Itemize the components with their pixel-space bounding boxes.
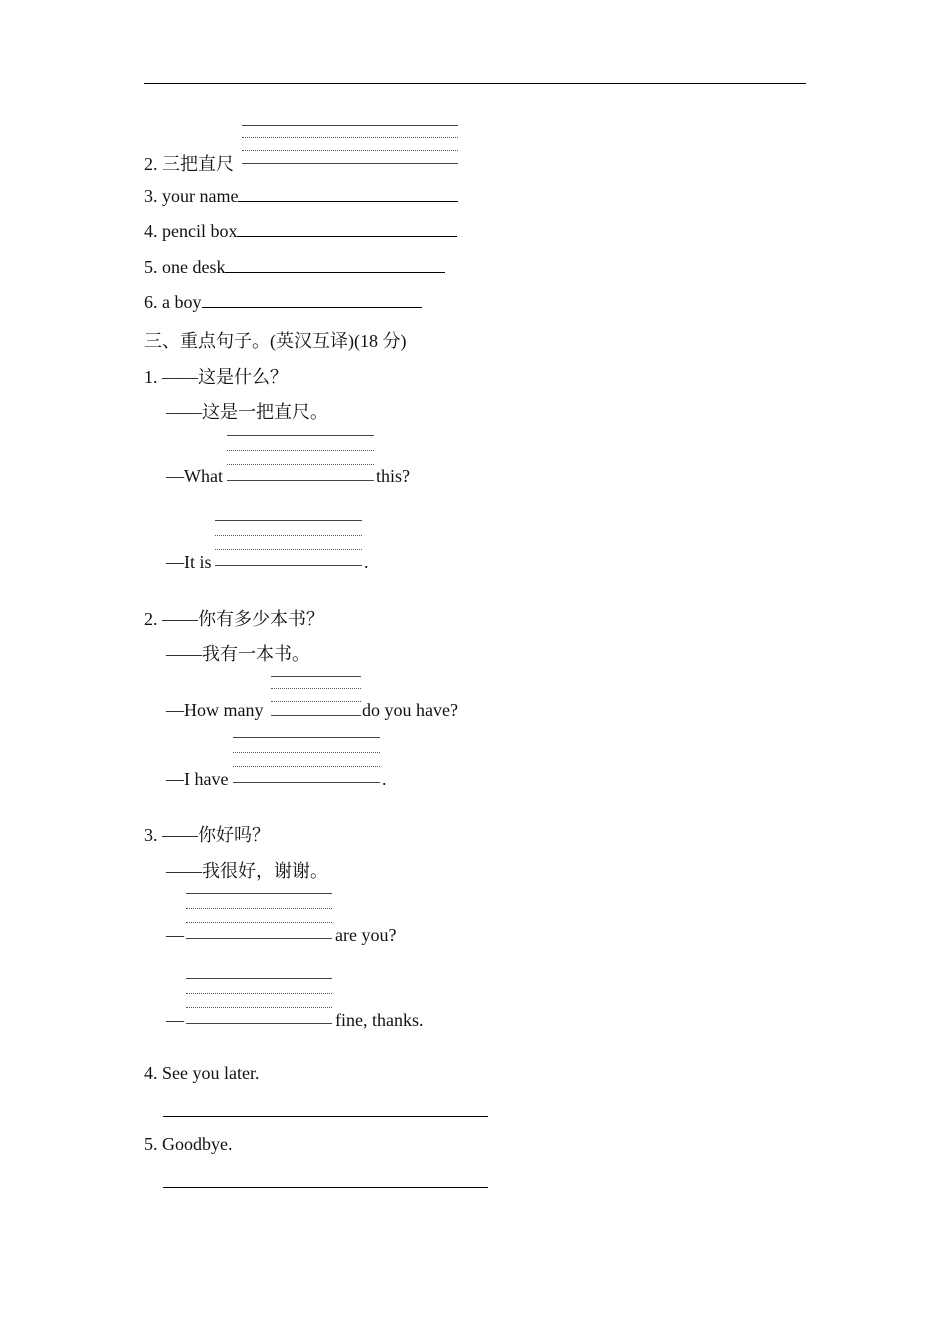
q2-line2-after: .	[382, 769, 387, 789]
item-label: 4. pencil box	[144, 221, 238, 241]
q3-reply: ——我很好，谢谢。	[166, 861, 328, 881]
q1-reply: ——这是一把直尺。	[166, 402, 328, 422]
item-5	[144, 257, 445, 278]
writing-lines[interactable]	[227, 435, 374, 481]
q1-line2-after: .	[364, 552, 369, 572]
item-3	[144, 186, 458, 207]
q2-reply: ——我有一本书。	[166, 644, 310, 664]
item-4	[144, 221, 457, 242]
q2-line1-after: do you have?	[362, 700, 458, 720]
q3-line1-before: —	[166, 925, 184, 945]
q3-line2-before: —	[166, 1010, 184, 1030]
q3-line2-after: fine, thanks.	[335, 1010, 424, 1030]
q1-line1-before: —What	[166, 466, 223, 486]
q3-line1-after: are you?	[335, 925, 397, 945]
answer-blank[interactable]	[202, 307, 422, 308]
q3-prompt: 3. ——你好吗？	[144, 825, 270, 845]
q2-line2-before: —I have	[166, 769, 229, 789]
writing-lines[interactable]	[215, 520, 362, 566]
writing-lines[interactable]	[271, 676, 361, 716]
answer-blank[interactable]	[225, 272, 445, 273]
q1-prompt: 1. ——这是什么？	[144, 367, 288, 387]
answer-blank[interactable]	[238, 201, 458, 202]
section-heading: 三、重点句子。(英汉互译)(18 分)	[144, 331, 407, 351]
item-label: 5. one desk	[144, 257, 226, 277]
answer-blank[interactable]	[237, 236, 457, 237]
writing-lines	[242, 125, 458, 165]
q1-line1-after: this?	[376, 466, 410, 486]
q4-answer-line[interactable]	[163, 1116, 488, 1117]
writing-lines[interactable]	[186, 893, 332, 939]
q5-answer-line[interactable]	[163, 1187, 488, 1188]
item-label: 3. your name	[144, 186, 239, 206]
q4-prompt: 4. See you later.	[144, 1063, 260, 1083]
item-2	[144, 150, 234, 176]
q5-prompt: 5. Goodbye.	[144, 1134, 233, 1154]
header-rule	[144, 83, 806, 84]
writing-lines[interactable]	[186, 978, 332, 1024]
q1-line2-before: —It is	[166, 552, 212, 572]
q2-line1-before: —How many	[166, 700, 264, 720]
writing-lines[interactable]	[233, 737, 380, 783]
item-label: 6. a boy	[144, 292, 202, 312]
item-6	[144, 292, 422, 313]
item-label: 2. 三把直尺	[144, 154, 234, 174]
q2-prompt: 2. ——你有多少本书？	[144, 609, 324, 629]
